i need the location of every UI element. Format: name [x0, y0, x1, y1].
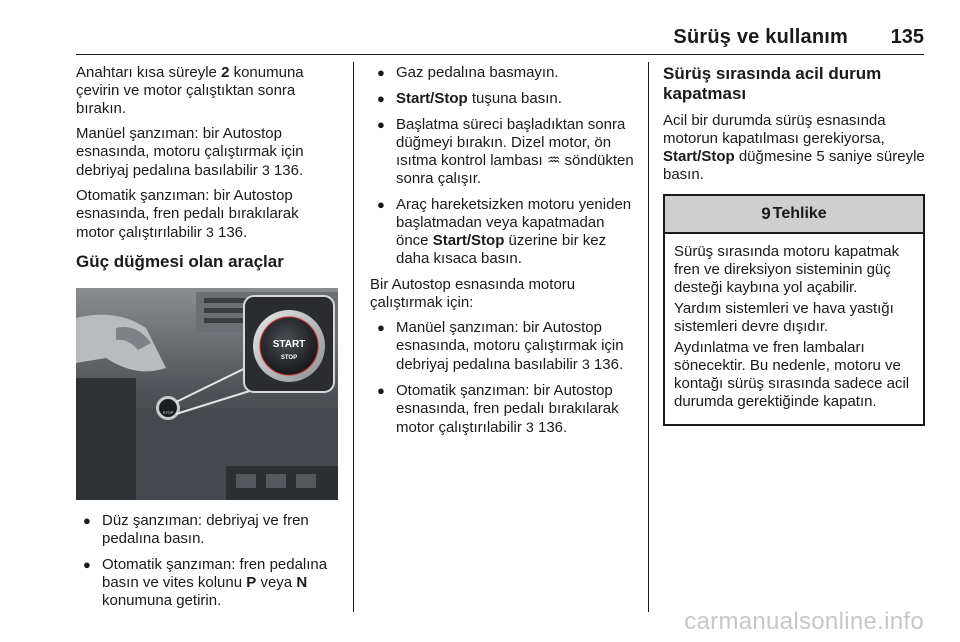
list-item: ● Başlatma süreci başladıktan sonra düğmeyi bırakın. Dizel motor, ön ısıtma kontrol lambası ♒ söndükten sonra çalışır.	[370, 116, 636, 188]
list-item: ● Otomatik şanzıman: fren pedalına basın ve vites kolunu P veya N konumuna getirin.	[76, 556, 338, 610]
glow-plug-icon: ♒	[546, 152, 561, 169]
list-item: ● Manüel şanzıman: bir Autostop esnasında, motoru çalıştırmak için debriyaj pedalına basılabilir 3 136.	[370, 319, 636, 374]
warning-body	[665, 234, 923, 424]
section-heading: Güç düğmesi olan araçlar	[76, 252, 284, 271]
page-header	[0, 0, 960, 60]
page-reference[interactable]: 3 136.	[581, 356, 624, 373]
list-item: ● Araç hareketsizken motoru yeniden başlatmadan veya kapatmadan önce Start/Stop üzerine bir kez daha kısaca basın.	[370, 196, 636, 268]
section-heading: Sürüş sırasında acil durum kapatması	[663, 64, 882, 103]
column-divider-1	[353, 62, 354, 612]
warning-paragraph: Yardım sistemleri ve hava yastığı sistemleri devre dışıdır.	[674, 300, 894, 335]
header-title: Sürüş ve kullanım	[673, 26, 848, 48]
list-item: ● Gaz pedalına basmayın.	[370, 64, 636, 82]
column-2	[370, 64, 636, 445]
page-reference[interactable]: 3 136.	[206, 224, 248, 241]
paragraph: Anahtarı kısa süreyle 2 konumuna çevirin ve motor çalıştıktan sonra bırakın.	[76, 64, 304, 117]
column-divider-2	[648, 62, 649, 612]
list-item: ● Otomatik şanzıman: bir Autostop esnasında, fren pedalı bırakılarak motor çalıştırılabilir 3 136.	[370, 382, 636, 437]
warning-title: Tehlike	[772, 205, 827, 222]
list-item: ● Start/Stop tuşuna basın.	[370, 90, 636, 108]
stop-label: STOP	[280, 355, 298, 361]
paragraph: Acil bir durumda sürüş esnasında motorun kapatılması gerekiyorsa, Start/Stop düğmesine 5 saniye süreyle basın.	[663, 112, 925, 183]
footer-watermark: carmanualsonline.info	[684, 608, 924, 635]
page-ref-icon: 3	[526, 419, 534, 435]
start-stop-button-photo	[76, 288, 338, 500]
warning-header	[665, 196, 923, 234]
page-ref-icon: 3	[581, 356, 590, 372]
paragraph: Otomatik şanzıman: bir Autostop esnasında, fren pedalı bırakılarak motor çalıştırılabilir 3 136.	[76, 187, 299, 241]
start-label: START	[272, 339, 306, 350]
page-reference[interactable]: 3 136.	[261, 162, 304, 179]
warning-paragraph: Sürüş sırasında motoru kapatmak fren ve direksiyon sisteminin güç desteği kaybına yol açabilir.	[674, 243, 900, 296]
page-reference[interactable]: 3 136.	[526, 419, 568, 436]
paragraph: Bir Autostop esnasında motoru çalıştırmak için:	[370, 276, 576, 311]
header-rule	[76, 54, 924, 55]
list-item: ● Düz şanzıman: debriyaj ve fren pedalına basın.	[76, 512, 338, 548]
page-number: 135	[890, 26, 924, 48]
warning-paragraph: Aydınlatma ve fren lambaları sönecektir. Bu nedenle, motoru ve kontağı sürüş sırasında sadece acil durumda gerektiğinde kapatın.	[674, 339, 910, 410]
column-1	[76, 64, 338, 618]
page-ref-icon: 3	[206, 224, 214, 240]
small-button-label: STOP	[162, 410, 174, 415]
page-ref-icon: 3	[261, 162, 270, 178]
column-3	[663, 64, 925, 426]
paragraph: Manüel şanzıman: bir Autostop esnasında, motoru çalıştırmak için debriyaj pedalına basılabilir 3 136.	[76, 125, 304, 179]
warning-triangle-icon: 9	[761, 204, 771, 223]
danger-warning-box	[663, 194, 925, 426]
